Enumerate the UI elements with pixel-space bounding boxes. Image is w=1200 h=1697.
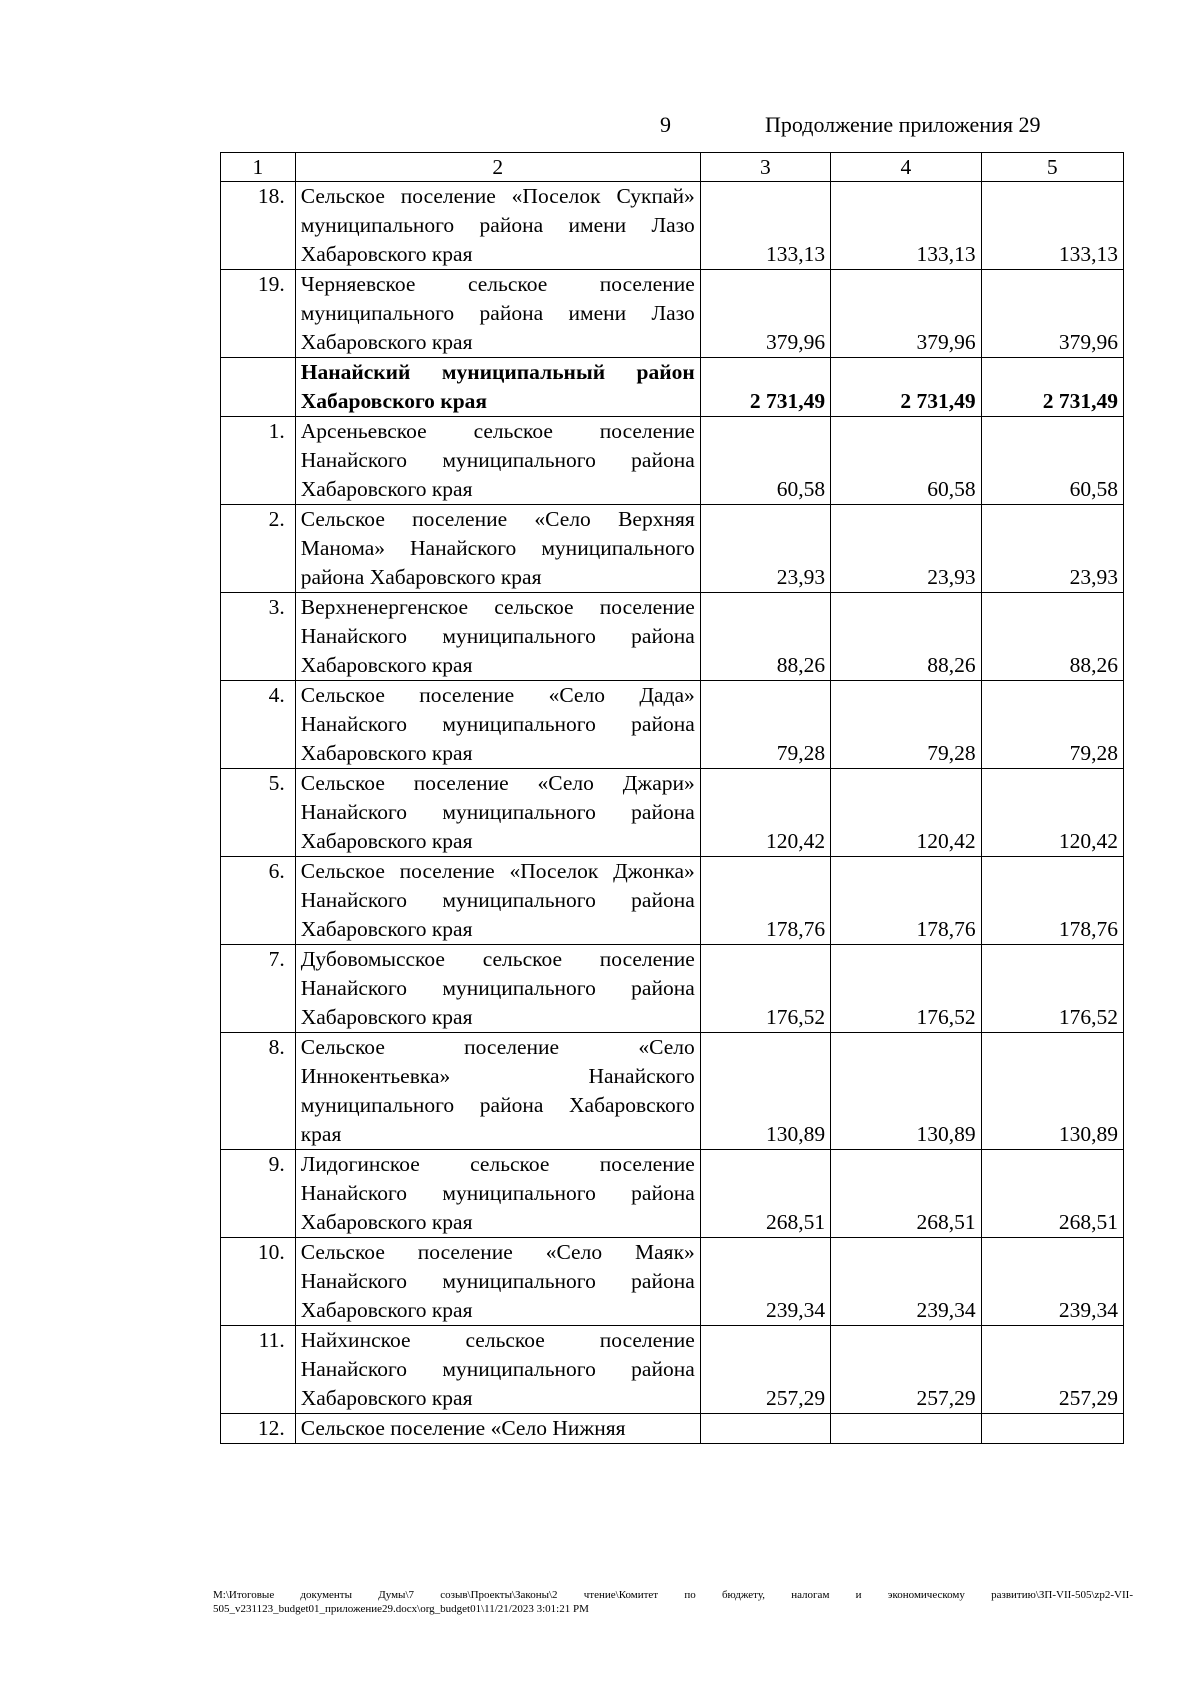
row-name: Сельское поселение «Село Джари» Нанайского муниципального района Хабаровского края [295, 769, 700, 857]
table-row [221, 1150, 1124, 1238]
table-row [221, 681, 1124, 769]
value-col-4: 88,26 [831, 593, 982, 681]
row-number [221, 358, 296, 417]
column-header-2: 2 [295, 153, 700, 182]
page-number: 9 [660, 112, 671, 137]
value-col-3: 178,76 [700, 857, 830, 945]
value-col-4: 23,93 [831, 505, 982, 593]
value-col-4: 379,96 [831, 270, 982, 358]
table-row [221, 505, 1124, 593]
value-col-4: 257,29 [831, 1326, 982, 1414]
value-col-4: 2 731,49 [831, 358, 982, 417]
row-number: 6. [221, 857, 296, 945]
value-col-3: 176,52 [700, 945, 830, 1033]
value-col-3 [700, 1414, 830, 1444]
row-name: Сельское поселение «Село Иннокентьевка» Нанайского муниципального района Хабаровского края [295, 1033, 700, 1150]
value-col-5: 130,89 [981, 1033, 1123, 1150]
value-col-3: 257,29 [700, 1326, 830, 1414]
value-col-3: 79,28 [700, 681, 830, 769]
row-name: Лидогинское сельское поселение Нанайского муниципального района Хабаровского края [295, 1150, 700, 1238]
value-col-5 [981, 1414, 1123, 1444]
value-col-5: 178,76 [981, 857, 1123, 945]
value-col-3: 2 731,49 [700, 358, 830, 417]
row-name: Нанайский муниципальный район Хабаровского края [295, 358, 700, 417]
table-row [221, 358, 1124, 417]
value-col-3: 268,51 [700, 1150, 830, 1238]
row-name: Сельское поселение «Поселок Джонка» Нанайского муниципального района Хабаровского края [295, 857, 700, 945]
column-header-1: 1 [221, 153, 296, 182]
value-col-4: 176,52 [831, 945, 982, 1033]
value-col-5: 2 731,49 [981, 358, 1123, 417]
column-header-3: 3 [700, 153, 830, 182]
table-row [221, 1414, 1124, 1444]
row-name: Сельское поселение «Село Маяк» Нанайского муниципального района Хабаровского края [295, 1238, 700, 1326]
value-col-5: 239,34 [981, 1238, 1123, 1326]
table-row [221, 1238, 1124, 1326]
table-header-row [221, 153, 1124, 182]
value-col-5: 133,13 [981, 182, 1123, 270]
row-name: Черняевское сельское поселение муниципального района имени Лазо Хабаровского края [295, 270, 700, 358]
table-row [221, 769, 1124, 857]
column-header-5: 5 [981, 153, 1123, 182]
value-col-3: 239,34 [700, 1238, 830, 1326]
row-name: Арсеньевское сельское поселение Нанайского муниципального района Хабаровского края [295, 417, 700, 505]
row-number: 8. [221, 1033, 296, 1150]
row-number: 5. [221, 769, 296, 857]
value-col-3: 23,93 [700, 505, 830, 593]
value-col-3: 88,26 [700, 593, 830, 681]
row-name: Найхинское сельское поселение Нанайского муниципального района Хабаровского края [295, 1326, 700, 1414]
table-row [221, 1033, 1124, 1150]
table-row [221, 945, 1124, 1033]
row-number: 12. [221, 1414, 296, 1444]
row-number: 2. [221, 505, 296, 593]
row-name: Верхненергенское сельское поселение Нанайского муниципального района Хабаровского края [295, 593, 700, 681]
row-number: 9. [221, 1150, 296, 1238]
column-header-4: 4 [831, 153, 982, 182]
value-col-4: 178,76 [831, 857, 982, 945]
table-body [221, 153, 1124, 1444]
value-col-5: 257,29 [981, 1326, 1123, 1414]
value-col-5: 60,58 [981, 417, 1123, 505]
value-col-4: 239,34 [831, 1238, 982, 1326]
row-number: 1. [221, 417, 296, 505]
row-number: 3. [221, 593, 296, 681]
value-col-4: 79,28 [831, 681, 982, 769]
value-col-5: 379,96 [981, 270, 1123, 358]
table-row [221, 182, 1124, 270]
continuation-title: Продолжение приложения 29 [765, 112, 1041, 137]
table-row [221, 593, 1124, 681]
value-col-4 [831, 1414, 982, 1444]
row-number: 11. [221, 1326, 296, 1414]
row-number: 18. [221, 182, 296, 270]
row-number: 4. [221, 681, 296, 769]
value-col-3: 120,42 [700, 769, 830, 857]
row-name: Сельское поселение «Село Нижняя [295, 1414, 700, 1444]
value-col-3: 60,58 [700, 417, 830, 505]
row-number: 10. [221, 1238, 296, 1326]
value-col-4: 120,42 [831, 769, 982, 857]
value-col-5: 23,93 [981, 505, 1123, 593]
document-path-footer: M:\Итоговые документы Думы\7 созыв\Проекты\Законы\2 чтение\Комитет по бюджету, налогам и экономическому развитию\ЗП-VII-505\zp2-VII-505_v231123_budget01_приложение29.docx\org_budget01\11/21/2023 3:01:21 PM [213, 1589, 1133, 1615]
table-row [221, 417, 1124, 505]
row-number: 19. [221, 270, 296, 358]
row-name: Сельское поселение «Поселок Сукпай» муниципального района имени Лазо Хабаровского края [295, 182, 700, 270]
value-col-4: 268,51 [831, 1150, 982, 1238]
table-row [221, 857, 1124, 945]
row-name: Сельское поселение «Село Верхняя Манома» Нанайского муниципального района Хабаровского края [295, 505, 700, 593]
value-col-5: 88,26 [981, 593, 1123, 681]
value-col-3: 133,13 [700, 182, 830, 270]
value-col-5: 79,28 [981, 681, 1123, 769]
row-name: Дубовомысское сельское поселение Нанайского муниципального района Хабаровского края [295, 945, 700, 1033]
value-col-3: 130,89 [700, 1033, 830, 1150]
value-col-4: 130,89 [831, 1033, 982, 1150]
value-col-4: 60,58 [831, 417, 982, 505]
value-col-5: 120,42 [981, 769, 1123, 857]
row-number: 7. [221, 945, 296, 1033]
value-col-4: 133,13 [831, 182, 982, 270]
table-row [221, 1326, 1124, 1414]
row-name: Сельское поселение «Село Дада» Нанайского муниципального района Хабаровского края [295, 681, 700, 769]
table-row [221, 270, 1124, 358]
value-col-5: 268,51 [981, 1150, 1123, 1238]
value-col-3: 379,96 [700, 270, 830, 358]
value-col-5: 176,52 [981, 945, 1123, 1033]
budget-table [220, 152, 1124, 1444]
